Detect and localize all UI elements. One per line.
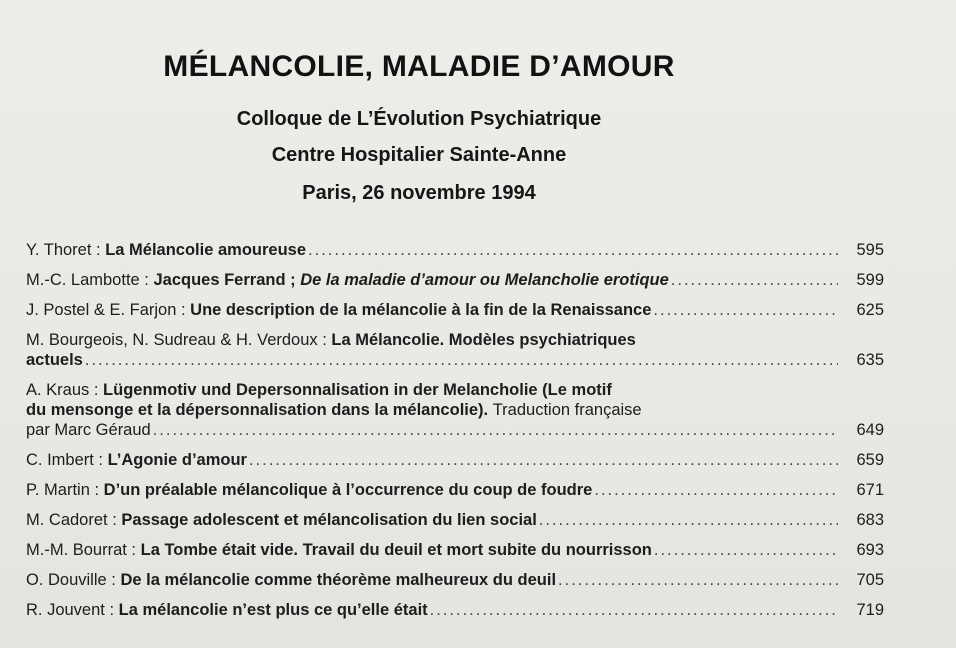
toc-entry[interactable]: [26, 540, 884, 560]
dot-leader: [308, 240, 838, 260]
toc-entry[interactable]: [26, 510, 884, 530]
toc-author: O. Douville :: [26, 571, 116, 589]
toc-title: Lügenmotiv und Depersonnalisation in der Melancholie (Le motif: [103, 381, 612, 399]
toc-entry[interactable]: [26, 330, 884, 370]
dot-leader: [558, 570, 838, 590]
toc-entry[interactable]: [26, 270, 884, 290]
dot-leader: [653, 300, 838, 320]
toc-title: Une description de la mélancolie à la fin de la Renaissance: [190, 301, 652, 319]
dot-leader: [539, 510, 838, 530]
dot-leader: [430, 600, 838, 620]
venue: Centre Hospitalier Sainte-Anne: [271, 144, 567, 166]
dot-leader: [671, 270, 838, 290]
toc-translator: par Marc Géraud: [26, 421, 151, 439]
toc-author: M.-C. Lambotte :: [26, 271, 149, 289]
colloquium-name: Colloque de L’Évolution Psychiatrique: [236, 108, 602, 130]
dot-leader: [654, 540, 838, 560]
toc-title: De la mélancolie comme théorème malheureux du deuil: [120, 571, 557, 589]
toc-title: Jacques Ferrand ;: [153, 271, 296, 289]
toc-author: P. Martin :: [26, 481, 100, 499]
toc-author: M. Cadoret :: [26, 511, 117, 529]
toc-author: C. Imbert :: [26, 451, 104, 469]
toc-title-cont: actuels: [26, 351, 83, 369]
toc-page: 719: [856, 601, 884, 619]
toc-title: Passage adolescent et mélancolisation du lien social: [121, 511, 537, 529]
toc-title-italic: De la maladie d’amour ou Melancholie erotique: [300, 271, 669, 289]
dot-leader: [85, 350, 838, 370]
dot-leader: [249, 450, 838, 470]
toc-author: M. Bourgeois, N. Sudreau & H. Verdoux :: [26, 331, 327, 349]
toc-author: M.-M. Bourrat :: [26, 541, 137, 559]
table-of-contents: [26, 240, 884, 630]
toc-title: La Tombe était vide. Travail du deuil et mort subite du nourrisson: [140, 541, 652, 559]
book-title: MÉLANCOLIE, MALADIE D’AMOUR: [163, 50, 675, 83]
toc-title: La Mélancolie. Modèles psychiatriques: [331, 331, 636, 349]
toc-entry[interactable]: [26, 240, 884, 260]
dot-leader: [153, 420, 838, 440]
toc-title: La Mélancolie amoureuse: [105, 241, 307, 259]
toc-author: J. Postel & E. Farjon :: [26, 301, 186, 319]
toc-page: 659: [856, 451, 884, 469]
toc-translation: Traduction française: [492, 401, 642, 419]
dot-leader: [594, 480, 838, 500]
toc-author: R. Jouvent :: [26, 601, 115, 619]
toc-title: L’Agonie d’amour: [107, 451, 247, 469]
toc-title-cont: du mensonge et la dépersonnalisation dans la mélancolie).: [26, 401, 489, 419]
toc-page: 635: [856, 351, 884, 369]
toc-entry[interactable]: [26, 600, 884, 620]
toc-page: 705: [856, 571, 884, 589]
toc-page: 683: [856, 511, 884, 529]
toc-entry[interactable]: [26, 570, 884, 590]
toc-page: 693: [856, 541, 884, 559]
event-date: Paris, 26 novembre 1994: [302, 182, 536, 204]
toc-entry[interactable]: [26, 450, 884, 470]
toc-page: 649: [856, 421, 884, 439]
toc-entry[interactable]: [26, 300, 884, 320]
toc-author: A. Kraus :: [26, 381, 99, 399]
toc-entry[interactable]: [26, 380, 884, 440]
toc-title: La mélancolie n’est plus ce qu’elle était: [118, 601, 428, 619]
toc-title: D’un préalable mélancolique à l’occurrence du coup de foudre: [103, 481, 593, 499]
toc-author: Y. Thoret :: [26, 241, 101, 259]
toc-page: 599: [856, 271, 884, 289]
toc-entry[interactable]: [26, 480, 884, 500]
toc-page: 625: [856, 301, 884, 319]
toc-page: 671: [856, 481, 884, 499]
toc-page: 595: [856, 241, 884, 259]
